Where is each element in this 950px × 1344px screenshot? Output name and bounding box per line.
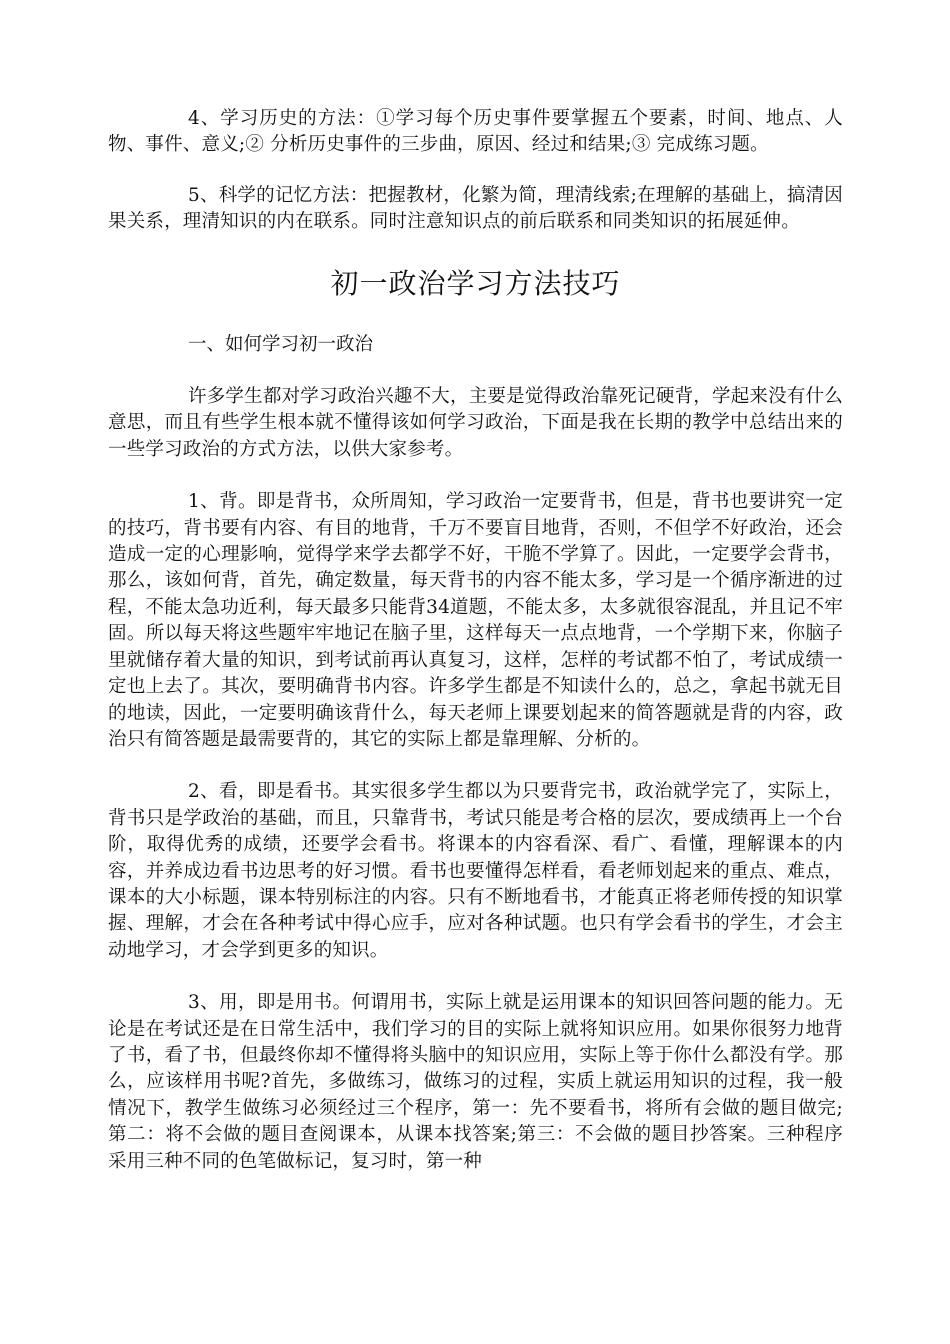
paragraph-read: 2、看，即是看书。其实很多学生都以为只要背完书，政治就学完了，实际上，背书只是学政治的基础，而且，只靠背书，考试只能是考合格的层次，要成绩再上一个台阶，取得优秀的成绩，还要学会看书。将课本的内容看深、看广、看懂，理解课本的内容，并养成边看书边思考的好习惯。看书也要懂得怎样看，看老师划起来的重点、难点，课本的大小标题，课本特别标注的内容。只有不断地看书，才能真正将老师传授的知识掌握、理解，才会在各种考试中得心应手，应对各种试题。也只有学会看书的学生，才会主动地学习，才会学到更多的知识。 (108, 781, 843, 961)
paragraph-history-method: 4、学习历史的方法：①学习每个历史事件要掌握五个要素，时间、地点、人物、事件、意义;② 分析历史事件的三步曲，原因、经过和结果;③ 完成练习题。 (108, 108, 843, 156)
paragraph-memory-method: 5、科学的记忆方法：把握教材，化繁为简，理清线索;在理解的基础上，搞清因果关系，理清知识的内在联系。同时注意知识点的前后联系和同类知识的拓展延伸。 (108, 184, 843, 233)
paragraph-recite: 1、背。即是背书，众所周知，学习政治一定要背书，但是，背书也要讲究一定的技巧，背书要有内容、有目的地背，千万不要盲目地背，否则，不但学不好政治，还会造成一定的心理影响，觉得学来学去都学不好，干脆不学算了。因此，一定要学会背书，那么，该如何背，首先，确定数量，每天背书的内容不能太多，学习是一个循序渐进的过程，不能太急功近利，每天最多只能背34道题，不能太多，太多就很容混乱，并且记不牢固。所以每天将这些题牢牢地记在脑子里，这样每天一点点地背，一个学期下来，你脑子里就储存着大量的知识，到考试前再认真复习，这样，怎样的考试都不怕了，考试成绩一定也上去了。其次，要明确背书内容。许多学生都是不知读什么的，总之，拿起书就无目的地读，因此，一定要明确该背什么，每天老师上课要划起来的简答题就是背的内容，政治只有简答题是最需要背的，其它的实际上都是靠理解、分析的。 (108, 491, 843, 750)
paragraph-intro: 许多学生都对学习政治兴趣不大，主要是觉得政治靠死记硬背，学起来没有什么意思，而且有些学生根本就不懂得该如何学习政治，下面是我在长期的教学中总结出来的一些学习政治的方式方法，以供大家参考。 (108, 386, 843, 460)
paragraph-apply: 3、用，即是用书。何谓用书，实际上就是运用课本的知识回答问题的能力。无论是在考试还是在日常生活中，我们学习的目的实际上就将知识应用。如果你很努力地背了书，看了书，但最终你却不懂得将头脑中的知识应用，实际上等于你什么都没有学。那么，应该样用书呢?首先，多做练习，做练习的过程，实质上就运用知识的过程，我一般情况下，教学生做练习必须经过三个程序，第一：先不要看书，将所有会做的题目做完;第二：将不会做的题目查阅课本，从课本找答案;第三：不会做的题目抄答案。三种程序采用三种不同的色笔做标记，复习时，第一种 (108, 992, 843, 1172)
document-title: 初一政治学习方法技巧 (330, 266, 621, 300)
document-page (108, 106, 843, 1175)
section-heading: 一、如何学习初一政治 (188, 333, 374, 355)
